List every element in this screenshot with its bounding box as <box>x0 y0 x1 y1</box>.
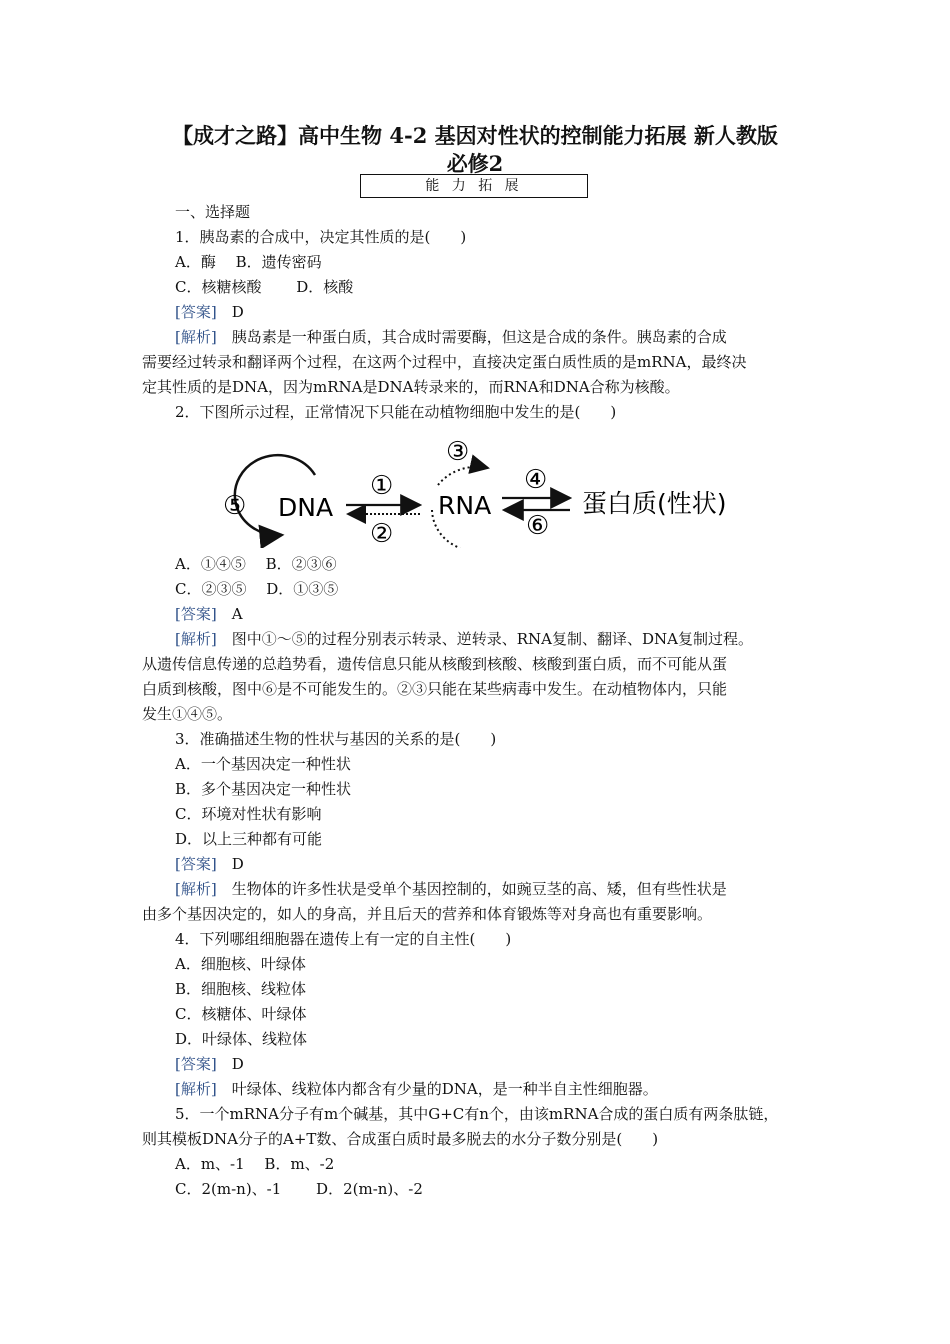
q4-analysis-text1: 叶绿体、线粒体内都含有少量的DNA，是一种半自主性细胞器。 <box>231 1080 658 1098</box>
label-protein: 蛋白质(性状) <box>582 489 727 518</box>
q4-option-a: A．细胞核、叶绿体 <box>175 955 306 973</box>
q2-answer-line <box>175 602 243 626</box>
analysis-tag: [解析] <box>175 880 217 898</box>
q1-analysis-line1 <box>175 325 727 349</box>
q1-answer: D <box>231 303 244 321</box>
q1-answer-line <box>175 300 244 324</box>
q1-analysis-line2: 需要经过转录和翻译两个过程，在这两个过程中，直接决定蛋白质性质的是mRNA，最终决 <box>142 353 747 371</box>
q4-option-b: B．细胞核、线粒体 <box>175 980 307 998</box>
q2-stem: 2．下图所示过程，正常情况下只能在动植物细胞中发生的是( ) <box>175 403 617 421</box>
q3-answer-line <box>175 852 244 876</box>
q3-option-c: C．环境对性状有影响 <box>175 805 322 823</box>
q3-option-d: D．以上三种都有可能 <box>175 830 323 848</box>
answer-tag: [答案] <box>175 605 217 623</box>
q2-options-cd: C．②③⑤ D．①③⑤ <box>175 580 339 598</box>
q2-analysis-text1: 图中①～⑤的过程分别表示转录、逆转录、RNA复制、翻译、DNA复制过程。 <box>231 630 753 648</box>
q3-analysis-text1: 生物体的许多性状是受单个基因控制的，如豌豆茎的高、矮，但有些性状是 <box>231 880 727 898</box>
doc-title-line1: 【成才之路】高中生物 4-2 基因对性状的控制能力拓展 新人教版 <box>172 123 778 148</box>
q3-stem: 3．准确描述生物的性状与基因的关系的是( ) <box>175 730 497 748</box>
q1-analysis-line3: 定其性质的是DNA，因为mRNA是DNA转录来的，而RNA和DNA合称为核酸。 <box>142 378 680 396</box>
central-dogma-diagram <box>220 430 760 548</box>
analysis-tag: [解析] <box>175 1080 217 1098</box>
q1-stem: 1．胰岛素的合成中，决定其性质的是( ) <box>175 228 467 246</box>
label-6: ⑥ <box>526 511 550 541</box>
doc-title-line2: 必修2 <box>446 151 504 176</box>
analysis-tag: [解析] <box>175 630 217 648</box>
label-4: ④ <box>524 465 548 495</box>
label-1: ① <box>370 471 394 501</box>
q2-analysis-line1 <box>175 627 753 651</box>
answer-tag: [答案] <box>175 303 217 321</box>
q1-options-ab: A．酶 B．遗传密码 <box>175 253 322 271</box>
q2-analysis-line2: 从遗传信息传递的总趋势看，遗传信息只能从核酸到核酸、核酸到蛋白质，而不可能从蛋 <box>142 655 728 673</box>
q5-stem-line1: 5．一个mRNA分子有m个碱基，其中G+C有n个，由该mRNA合成的蛋白质有两条肽链， <box>175 1105 779 1123</box>
analysis-tag: [解析] <box>175 328 217 346</box>
label-rna: RNA <box>438 491 492 520</box>
answer-tag: [答案] <box>175 855 217 873</box>
answer-tag: [答案] <box>175 1055 217 1073</box>
q3-option-a: A．一个基因决定一种性状 <box>175 755 351 773</box>
label-2: ② <box>370 519 394 548</box>
q3-answer: D <box>231 855 244 873</box>
q3-analysis-line1 <box>175 877 727 901</box>
q4-answer-line <box>175 1052 244 1076</box>
q3-analysis-line2: 由多个基因决定的，如人的身高，并且后天的营养和体育锻炼等对身高也有重要影响。 <box>142 905 713 923</box>
q5-stem-line2: 则其模板DNA分子的A+T数、合成蛋白质时最多脱去的水分子数分别是( ) <box>142 1130 659 1148</box>
q2-analysis-line4: 发生①④⑤。 <box>142 705 233 723</box>
label-dna: DNA <box>278 493 334 522</box>
q4-option-d: D．叶绿体、线粒体 <box>175 1030 308 1048</box>
q3-option-b: B．多个基因决定一种性状 <box>175 780 352 798</box>
q5-options-cd: C．2(m-n)、-1 D．2(m-n)、-2 <box>175 1180 423 1198</box>
q2-analysis-line3: 白质到核酸，图中⑥是不可能发生的。②③只能在某些病毒中发生。在动植物体内，只能 <box>142 680 728 698</box>
q4-option-c: C．核糖体、叶绿体 <box>175 1005 307 1023</box>
part-heading: 一、选择题 <box>175 203 251 221</box>
rna-replication-loop <box>438 467 488 485</box>
q1-options-cd: C．核糖核酸 D．核酸 <box>175 278 354 296</box>
q1-analysis-text1: 胰岛素是一种蛋白质，其合成时需要酶，但这是合成的条件。胰岛素的合成 <box>231 328 727 346</box>
q2-answer: A <box>231 605 243 623</box>
label-5: ⑤ <box>223 491 247 521</box>
section-box: 能 力 拓 展 <box>360 174 588 198</box>
q4-stem: 4．下列哪组细胞器在遗传上有一定的自主性( ) <box>175 930 512 948</box>
q4-analysis-line1 <box>175 1077 658 1101</box>
q4-answer: D <box>231 1055 244 1073</box>
q5-options-ab: A．m、-1 B．m、-2 <box>175 1155 335 1173</box>
q2-options-ab: A．①④⑤ B．②③⑥ <box>175 555 337 573</box>
label-3: ③ <box>446 437 470 467</box>
